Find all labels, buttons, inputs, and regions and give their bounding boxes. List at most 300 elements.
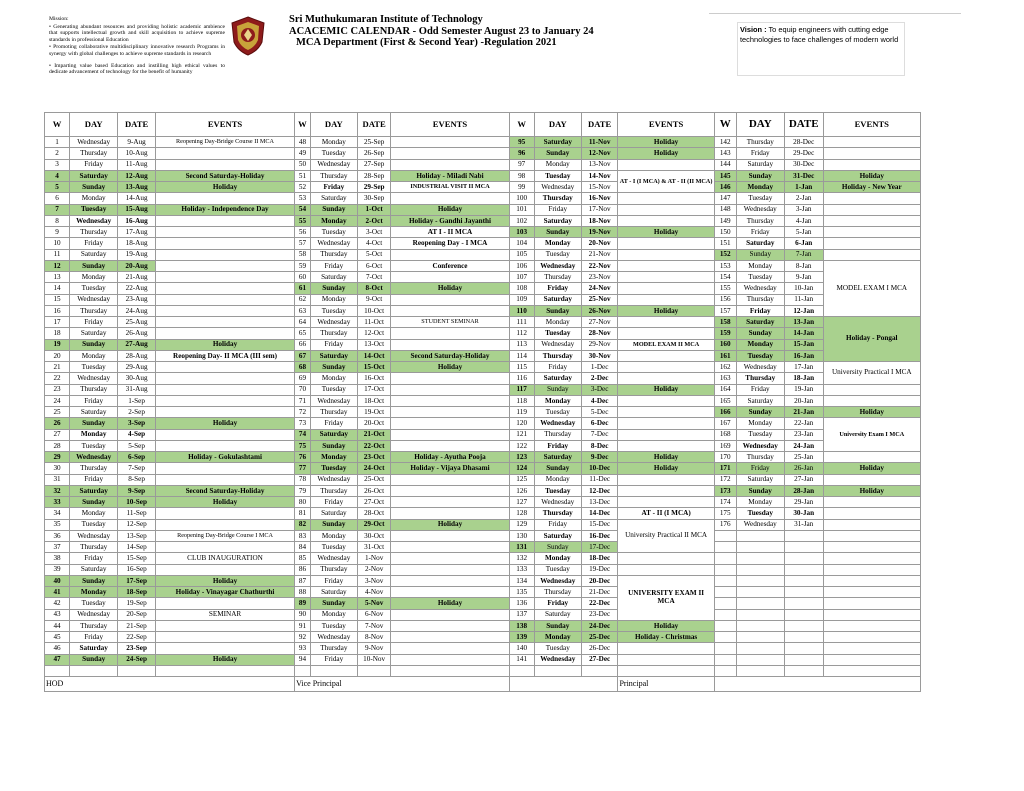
week-number-cell: 25 <box>45 407 70 418</box>
event-cell: STUDENT SEMINAR <box>391 317 509 328</box>
date-cell: 12-Jan <box>784 305 823 316</box>
empty-event-cell <box>823 193 920 204</box>
day-cell: Sunday <box>736 170 784 181</box>
date-cell: 10-Oct <box>357 305 390 316</box>
week-number-cell: 123 <box>509 452 534 463</box>
week-number-cell: 147 <box>714 193 736 204</box>
date-cell: 18-Aug <box>118 238 156 249</box>
week-number-cell: 145 <box>714 170 736 181</box>
day-cell: Saturday <box>310 272 357 283</box>
table-row <box>45 632 921 643</box>
empty-event-cell <box>391 609 509 620</box>
date-cell: 7-Oct <box>357 272 390 283</box>
event-cell: AT - I (I MCA) & AT - II (II MCA) <box>618 170 714 193</box>
day-cell: Friday <box>310 339 357 350</box>
empty-event-cell <box>155 249 294 260</box>
week-number-cell: 79 <box>295 485 311 496</box>
week-number-cell: 31 <box>45 474 70 485</box>
table-row <box>45 452 921 463</box>
date-cell: 20-Sep <box>118 609 156 620</box>
mission-statement <box>49 16 225 77</box>
day-cell: Saturday <box>310 429 357 440</box>
week-number-cell: 162 <box>714 362 736 373</box>
day-cell: Tuesday <box>70 440 118 451</box>
day-cell: Thursday <box>70 620 118 631</box>
week-number-cell: 90 <box>295 609 311 620</box>
empty-cell <box>391 665 509 676</box>
table-row <box>45 260 921 271</box>
day-cell: Tuesday <box>736 508 784 519</box>
week-number-cell: 136 <box>509 598 534 609</box>
empty-event-cell <box>391 418 509 429</box>
week-number-cell: 12 <box>45 260 70 271</box>
day-cell: Sunday <box>534 305 581 316</box>
table-row <box>45 272 921 283</box>
week-number-cell: 121 <box>509 429 534 440</box>
empty-event-cell <box>823 204 920 215</box>
week-number-cell: 42 <box>45 598 70 609</box>
week-number-cell: 132 <box>509 553 534 564</box>
day-cell: Thursday <box>736 137 784 148</box>
week-number-cell: 138 <box>509 620 534 631</box>
date-cell: 2-Oct <box>357 215 390 226</box>
date-cell: 26-Sep <box>357 148 390 159</box>
week-number-cell: 164 <box>714 384 736 395</box>
day-cell: Sunday <box>70 418 118 429</box>
mission-point: • Imparting value based Education and instilling high ethical values to dedicate advancement of technology for the benefit of humanity <box>49 62 225 76</box>
date-cell: 6-Dec <box>581 418 618 429</box>
day-cell: Monday <box>310 530 357 541</box>
day-cell: Thursday <box>310 564 357 575</box>
week-number-cell: 97 <box>509 159 534 170</box>
day-cell: Saturday <box>70 328 118 339</box>
date-cell: 19-Sep <box>118 598 156 609</box>
event-cell: Holiday <box>155 497 294 508</box>
date-cell: 21-Dec <box>581 587 618 598</box>
day-cell: Wednesday <box>534 654 581 665</box>
empty-event-cell <box>391 305 509 316</box>
week-number-cell: 124 <box>509 463 534 474</box>
day-cell: Sunday <box>70 339 118 350</box>
event-cell: Reopening Day- II MCA (III sem) <box>155 350 294 361</box>
empty-event-cell <box>155 474 294 485</box>
empty-event-cell <box>618 193 714 204</box>
day-cell: Monday <box>736 260 784 271</box>
day-cell: Tuesday <box>310 305 357 316</box>
day-cell: Monday <box>736 497 784 508</box>
day-cell: Thursday <box>70 227 118 238</box>
week-number-cell: 10 <box>45 238 70 249</box>
empty-cell <box>295 665 311 676</box>
empty-event-cell <box>823 215 920 226</box>
date-cell: 10-Nov <box>357 654 390 665</box>
date-cell: 9-Dec <box>581 452 618 463</box>
table-row <box>45 317 921 328</box>
date-cell: 19-Dec <box>581 564 618 575</box>
empty-event-cell <box>618 373 714 384</box>
empty-cell <box>823 665 920 676</box>
day-cell: Tuesday <box>70 598 118 609</box>
event-cell: University Practical II MCA <box>618 519 714 553</box>
date-cell: 14-Oct <box>357 350 390 361</box>
day-cell: Tuesday <box>534 407 581 418</box>
week-number-cell: 134 <box>509 575 534 586</box>
empty-event-cell <box>823 384 920 395</box>
col-header-w: W <box>45 113 70 137</box>
day-cell: Sunday <box>70 497 118 508</box>
week-number-cell: 7 <box>45 204 70 215</box>
date-cell: 13-Oct <box>357 339 390 350</box>
week-number-cell: 151 <box>714 238 736 249</box>
empty-event-cell <box>391 249 509 260</box>
date-cell: 9-Aug <box>118 137 156 148</box>
day-cell: Wednesday <box>736 362 784 373</box>
event-cell: Holiday - Pongal <box>823 317 920 362</box>
date-cell: 27-Aug <box>118 339 156 350</box>
week-number-cell: 23 <box>45 384 70 395</box>
day-cell: Friday <box>70 474 118 485</box>
day-cell: Sunday <box>70 182 118 193</box>
empty-cell <box>784 564 823 575</box>
day-cell: Saturday <box>736 159 784 170</box>
event-cell: Holiday <box>155 418 294 429</box>
event-cell: Holiday <box>618 305 714 316</box>
week-number-cell: 49 <box>295 148 311 159</box>
day-cell: Monday <box>70 429 118 440</box>
week-number-cell: 21 <box>45 362 70 373</box>
empty-event-cell <box>155 440 294 451</box>
week-number-cell: 92 <box>295 632 311 643</box>
week-number-cell: 171 <box>714 463 736 474</box>
day-cell: Monday <box>534 395 581 406</box>
week-number-cell: 27 <box>45 429 70 440</box>
empty-cell <box>823 587 920 598</box>
table-row <box>45 519 921 530</box>
date-cell: 25-Oct <box>357 474 390 485</box>
day-cell: Friday <box>310 418 357 429</box>
date-cell: 21-Sep <box>118 620 156 631</box>
empty-event-cell <box>391 654 509 665</box>
empty-event-cell <box>391 620 509 631</box>
empty-cell <box>823 553 920 564</box>
empty-cell <box>714 530 736 541</box>
empty-event-cell <box>155 148 294 159</box>
day-cell: Friday <box>70 632 118 643</box>
week-number-cell: 67 <box>295 350 311 361</box>
empty-cell <box>736 654 784 665</box>
date-cell: 6-Nov <box>357 609 390 620</box>
date-cell: 11-Jan <box>784 294 823 305</box>
empty-cell <box>714 587 736 598</box>
day-cell: Monday <box>70 193 118 204</box>
empty-event-cell <box>155 294 294 305</box>
empty-cell <box>784 632 823 643</box>
week-number-cell: 168 <box>714 429 736 440</box>
empty-event-cell <box>155 227 294 238</box>
day-cell: Wednesday <box>310 474 357 485</box>
week-number-cell: 128 <box>509 508 534 519</box>
date-cell: 9-Oct <box>357 294 390 305</box>
event-cell: Second Saturday-Holiday <box>391 350 509 361</box>
day-cell: Thursday <box>534 429 581 440</box>
date-cell: 27-Jan <box>784 474 823 485</box>
date-cell: 25-Aug <box>118 317 156 328</box>
week-number-cell: 170 <box>714 452 736 463</box>
empty-event-cell <box>618 328 714 339</box>
event-cell: Holiday - New Year <box>823 182 920 193</box>
day-cell: Monday <box>310 373 357 384</box>
week-number-cell: 82 <box>295 519 311 530</box>
week-number-cell: 59 <box>295 260 311 271</box>
event-cell: Holiday <box>823 463 920 474</box>
date-cell: 24-Oct <box>357 463 390 474</box>
empty-event-cell <box>391 587 509 598</box>
table-row <box>45 170 921 181</box>
week-number-cell: 55 <box>295 215 311 226</box>
week-number-cell: 3 <box>45 159 70 170</box>
date-cell: 31-Jan <box>784 519 823 530</box>
date-cell: 1-Oct <box>357 204 390 215</box>
empty-cell <box>784 530 823 541</box>
week-number-cell: 119 <box>509 407 534 418</box>
week-number-cell: 120 <box>509 418 534 429</box>
col-header-events: EVENTS <box>618 113 714 137</box>
week-number-cell: 143 <box>714 148 736 159</box>
week-number-cell: 165 <box>714 395 736 406</box>
week-number-cell: 166 <box>714 407 736 418</box>
date-cell: 24-Jan <box>784 440 823 451</box>
date-cell: 28-Nov <box>581 328 618 339</box>
day-cell: Thursday <box>534 272 581 283</box>
date-cell: 19-Aug <box>118 249 156 260</box>
date-cell: 17-Jan <box>784 362 823 373</box>
day-cell: Thursday <box>70 542 118 553</box>
date-cell: 4-Dec <box>581 395 618 406</box>
day-cell: Wednesday <box>70 137 118 148</box>
event-cell: Holiday <box>618 137 714 148</box>
empty-cell <box>714 665 736 676</box>
day-cell: Sunday <box>534 148 581 159</box>
academic-calendar-table <box>44 112 921 692</box>
date-cell: 23-Sep <box>118 643 156 654</box>
date-cell: 16-Oct <box>357 373 390 384</box>
empty-event-cell <box>155 407 294 418</box>
empty-event-cell <box>823 227 920 238</box>
empty-event-cell <box>155 317 294 328</box>
week-number-cell: 122 <box>509 440 534 451</box>
day-cell: Tuesday <box>70 283 118 294</box>
day-cell: Friday <box>310 182 357 193</box>
date-cell: 17-Dec <box>581 542 618 553</box>
table-row <box>45 553 921 564</box>
date-cell: 3-Oct <box>357 227 390 238</box>
empty-event-cell <box>391 485 509 496</box>
week-number-cell: 101 <box>509 204 534 215</box>
week-number-cell: 44 <box>45 620 70 631</box>
empty-event-cell <box>391 407 509 418</box>
week-number-cell: 113 <box>509 339 534 350</box>
week-number-cell: 94 <box>295 654 311 665</box>
vision-text: To equip engineers with cutting edge technologies to face challenges of modern world <box>740 25 899 44</box>
hod-signature: HOD <box>45 677 295 692</box>
empty-cell <box>736 643 784 654</box>
week-number-cell: 155 <box>714 283 736 294</box>
week-number-cell: 109 <box>509 294 534 305</box>
date-cell: 13-Jan <box>784 317 823 328</box>
date-cell: 9-Nov <box>357 643 390 654</box>
empty-event-cell <box>155 463 294 474</box>
date-cell: 20-Jan <box>784 395 823 406</box>
day-cell: Sunday <box>310 362 357 373</box>
date-cell: 19-Nov <box>581 227 618 238</box>
day-cell: Sunday <box>534 620 581 631</box>
empty-cell <box>784 575 823 586</box>
day-cell: Saturday <box>70 485 118 496</box>
date-cell: 26-Aug <box>118 328 156 339</box>
empty-cell <box>823 542 920 553</box>
day-cell: Wednesday <box>310 553 357 564</box>
day-cell: Saturday <box>736 317 784 328</box>
week-number-cell: 2 <box>45 148 70 159</box>
week-number-cell: 41 <box>45 587 70 598</box>
col-header-events: EVENTS <box>391 113 509 137</box>
empty-event-cell <box>155 215 294 226</box>
date-cell: 10-Sep <box>118 497 156 508</box>
week-number-cell: 156 <box>714 294 736 305</box>
week-number-cell: 69 <box>295 373 311 384</box>
date-cell: 8-Dec <box>581 440 618 451</box>
empty-event-cell <box>391 542 509 553</box>
col-header-w: W <box>509 113 534 137</box>
day-cell: Wednesday <box>310 159 357 170</box>
day-cell: Monday <box>736 339 784 350</box>
week-number-cell: 154 <box>714 272 736 283</box>
day-cell: Wednesday <box>534 418 581 429</box>
day-cell: Monday <box>534 317 581 328</box>
table-row <box>45 137 921 148</box>
empty-event-cell <box>618 485 714 496</box>
date-cell: 3-Jan <box>784 204 823 215</box>
date-cell: 2-Nov <box>357 564 390 575</box>
date-cell: 26-Nov <box>581 305 618 316</box>
date-cell: 25-Sep <box>357 137 390 148</box>
empty-event-cell <box>823 519 920 530</box>
empty-cell <box>581 665 618 676</box>
week-number-cell: 81 <box>295 508 311 519</box>
empty-event-cell <box>391 553 509 564</box>
week-number-cell: 17 <box>45 317 70 328</box>
event-cell: Reopening Day - I MCA <box>391 238 509 249</box>
date-cell: 22-Sep <box>118 632 156 643</box>
date-cell: 30-Dec <box>784 159 823 170</box>
week-number-cell: 24 <box>45 395 70 406</box>
date-cell: 23-Jan <box>784 429 823 440</box>
day-cell: Tuesday <box>310 463 357 474</box>
day-cell: Thursday <box>70 463 118 474</box>
institute-name: Sri Muthukumaran Institute of Technology <box>289 14 483 25</box>
day-cell: Sunday <box>534 542 581 553</box>
col-header-day: DAY <box>70 113 118 137</box>
day-cell: Wednesday <box>736 283 784 294</box>
date-cell: 21-Aug <box>118 272 156 283</box>
date-cell: 21-Nov <box>581 249 618 260</box>
date-cell: 27-Sep <box>357 159 390 170</box>
week-number-cell: 150 <box>714 227 736 238</box>
week-number-cell: 89 <box>295 598 311 609</box>
day-cell: Sunday <box>310 283 357 294</box>
date-cell: 12-Sep <box>118 519 156 530</box>
empty-event-cell <box>391 575 509 586</box>
empty-cell <box>714 654 736 665</box>
day-cell: Saturday <box>736 395 784 406</box>
day-cell: Wednesday <box>70 452 118 463</box>
empty-cell <box>823 564 920 575</box>
date-cell: 11-Nov <box>581 137 618 148</box>
event-cell: Holiday <box>618 148 714 159</box>
week-number-cell: 144 <box>714 159 736 170</box>
week-number-cell: 62 <box>295 294 311 305</box>
date-cell: 16-Dec <box>581 530 618 541</box>
week-number-cell: 71 <box>295 395 311 406</box>
empty-event-cell <box>155 564 294 575</box>
table-row <box>45 215 921 226</box>
event-cell: Reopening Day-Bridge Course II MCA <box>155 137 294 148</box>
week-number-cell: 159 <box>714 328 736 339</box>
empty-cell <box>509 677 618 692</box>
week-number-cell: 103 <box>509 227 534 238</box>
day-cell: Thursday <box>534 193 581 204</box>
date-cell: 7-Jan <box>784 249 823 260</box>
week-number-cell: 111 <box>509 317 534 328</box>
week-number-cell: 14 <box>45 283 70 294</box>
week-number-cell: 160 <box>714 339 736 350</box>
week-number-cell: 47 <box>45 654 70 665</box>
empty-cell <box>784 620 823 631</box>
event-cell: Holiday <box>155 654 294 665</box>
empty-event-cell <box>618 272 714 283</box>
week-number-cell: 78 <box>295 474 311 485</box>
week-number-cell: 35 <box>45 519 70 530</box>
date-cell: 26-Dec <box>581 643 618 654</box>
date-cell: 24-Dec <box>581 620 618 631</box>
day-cell: Sunday <box>70 260 118 271</box>
day-cell: Friday <box>70 238 118 249</box>
empty-event-cell <box>618 474 714 485</box>
empty-event-cell <box>618 204 714 215</box>
date-cell: 6-Oct <box>357 260 390 271</box>
event-cell: Holiday <box>155 575 294 586</box>
table-row <box>45 294 921 305</box>
day-cell: Saturday <box>310 508 357 519</box>
day-cell: Thursday <box>310 249 357 260</box>
empty-event-cell <box>823 159 920 170</box>
top-rule <box>709 13 961 14</box>
empty-event-cell <box>618 317 714 328</box>
week-number-cell: 137 <box>509 609 534 620</box>
table-row <box>45 182 921 193</box>
week-number-cell: 96 <box>509 148 534 159</box>
empty-event-cell <box>155 395 294 406</box>
table-row <box>45 193 921 204</box>
day-cell: Wednesday <box>310 317 357 328</box>
day-cell: Tuesday <box>310 384 357 395</box>
week-number-cell: 88 <box>295 587 311 598</box>
week-number-cell: 87 <box>295 575 311 586</box>
date-cell: 12-Dec <box>581 485 618 496</box>
date-cell: 23-Dec <box>581 609 618 620</box>
day-cell: Friday <box>70 553 118 564</box>
day-cell: Sunday <box>310 204 357 215</box>
